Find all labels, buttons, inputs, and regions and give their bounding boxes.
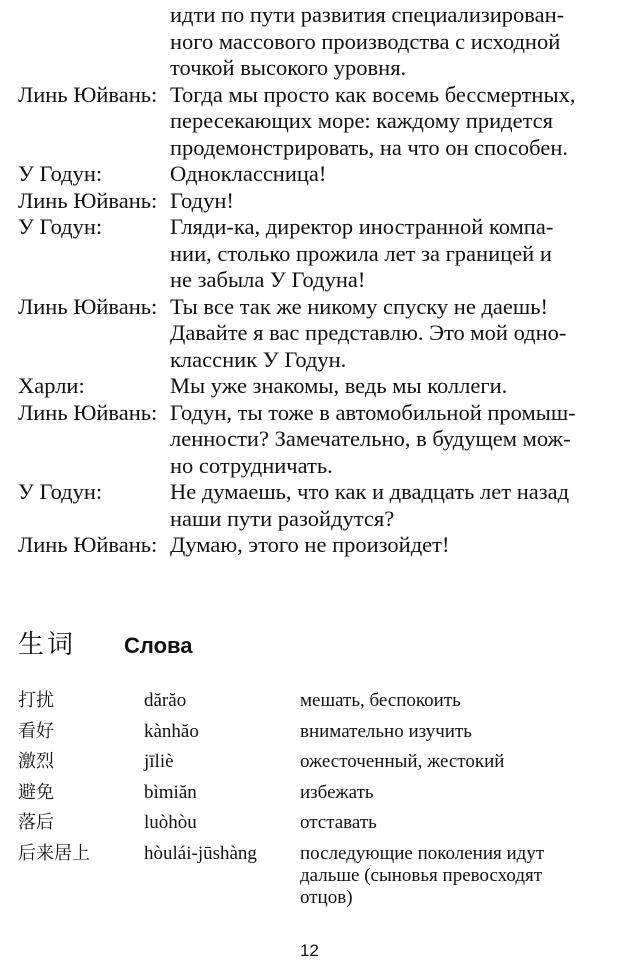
vocab-pinyin: hòulái-jūshàng	[144, 842, 257, 864]
speech-line: точкой высокого уровня.	[170, 55, 407, 80]
translation-line: избежать	[300, 781, 374, 803]
translation-line: отставать	[300, 812, 377, 833]
translation-line: ожесточенный, жестокий	[300, 751, 505, 772]
speech-line: Годун!	[170, 187, 234, 213]
speech-line: Не думаешь, что как и двадцать лет назад	[170, 479, 570, 504]
translation-line: последующие поколения идут	[300, 842, 545, 864]
speech-line: но сотрудничать.	[170, 452, 333, 478]
dialogue-row	[18, 373, 600, 400]
vocab-translation	[300, 843, 590, 909]
vocab-translation	[300, 721, 590, 743]
speech-line: классник У Годун.	[170, 346, 347, 372]
speech-text	[170, 479, 588, 532]
vocab-heading-chinese: 生词	[18, 630, 77, 660]
speech-line: Одноклассница!	[170, 161, 327, 186]
translation-line: мешать, беспокоить	[300, 690, 461, 711]
vocab-translation	[300, 751, 590, 773]
speech-text	[170, 373, 588, 400]
vocab-translation	[300, 812, 590, 834]
vocab-pinyin: jīliè	[144, 751, 174, 772]
speech-line: идти по пути развития специализирован-	[170, 2, 565, 27]
speaker-name: Линь Юйвань:	[18, 81, 158, 107]
vocab-pinyin: kànhăo	[144, 720, 199, 742]
page-number: 12	[300, 941, 319, 960]
dialogue-row	[18, 2, 600, 82]
speech-line: Думаю, этого не произойдет!	[170, 532, 450, 557]
speech-line: ного массового производства с исходной	[170, 28, 561, 54]
speech-line: наши пути разойдутся?	[170, 505, 395, 531]
speech-line: Гляди-ка, директор иностранной компа-	[170, 214, 554, 239]
vocab-translation	[300, 690, 590, 712]
speech-line: Годун, ты тоже в автомобильной промыш-	[170, 399, 576, 425]
vocab-entry	[18, 812, 600, 834]
vocab-entry	[18, 751, 600, 773]
vocab-pinyin: dărăo	[144, 690, 187, 711]
vocab-heading-russian: Слова	[124, 633, 193, 658]
speech-line: Давайте я вас представлю. Это мой одно-	[170, 320, 567, 345]
vocab-heading	[18, 630, 193, 661]
dialogue-row	[18, 400, 600, 480]
speech-line: пересекающих море: каждому придется	[170, 108, 554, 133]
speaker-name: У Годун:	[18, 214, 103, 239]
translation-line: внимательно изучить	[300, 720, 472, 742]
dialogue-block	[18, 2, 600, 559]
speech-line: Мы уже знакомы, ведь мы коллеги.	[170, 373, 508, 398]
vocab-hanzi: 落后	[18, 812, 54, 833]
speech-line: не забыла У Годуна!	[170, 267, 366, 292]
speech-text	[170, 82, 588, 162]
speaker-name: Линь Юйвань:	[18, 399, 158, 425]
speaker-name: Линь Юйвань:	[18, 187, 158, 213]
dialogue-row	[18, 214, 600, 294]
dialogue-row	[18, 161, 600, 188]
dialogue-row	[18, 532, 600, 559]
vocab-hanzi: 激烈	[18, 751, 54, 772]
vocab-entry	[18, 843, 600, 909]
vocab-hanzi: 打扰	[18, 690, 54, 711]
speech-text	[170, 400, 588, 480]
speech-text	[170, 532, 588, 559]
speech-text	[170, 294, 588, 374]
speaker-name: Харли:	[18, 373, 85, 398]
speech-text	[170, 214, 588, 294]
translation-line: дальше (сыновья превосходят	[300, 864, 543, 886]
speech-line: Ты все так же никому спуску не даешь!	[170, 293, 548, 319]
speech-line: продемонстрировать, на что он способен.	[170, 134, 568, 160]
translation-line: отцов)	[300, 886, 353, 908]
speech-line: нии, столько прожила лет за границей и	[170, 240, 552, 266]
dialogue-row	[18, 82, 600, 162]
speech-text	[170, 161, 588, 188]
vocab-hanzi: 后来居上	[18, 842, 90, 864]
speaker-name: У Годун:	[18, 479, 103, 504]
vocab-entry	[18, 721, 600, 743]
dialogue-row	[18, 188, 600, 215]
vocab-hanzi: 看好	[18, 720, 54, 742]
dialogue-row	[18, 294, 600, 374]
speech-text	[170, 2, 588, 82]
speech-line: ленности? Замечательно, в будущем мож-	[170, 426, 571, 451]
speaker-name: У Годун:	[18, 161, 103, 186]
vocab-list	[18, 690, 600, 917]
vocab-pinyin: bìmiăn	[144, 781, 197, 803]
speech-line: Тогда мы просто как восемь бессмертных,	[170, 81, 576, 107]
speaker-name: Линь Юйвань:	[18, 532, 158, 557]
speaker-name: Линь Юйвань:	[18, 293, 158, 319]
vocab-translation	[300, 782, 590, 804]
speech-text	[170, 188, 588, 215]
vocab-pinyin: luòhòu	[144, 812, 197, 833]
vocab-hanzi: 避免	[18, 781, 54, 803]
vocab-entry	[18, 782, 600, 804]
dialogue-row	[18, 479, 600, 532]
vocab-entry	[18, 690, 600, 712]
